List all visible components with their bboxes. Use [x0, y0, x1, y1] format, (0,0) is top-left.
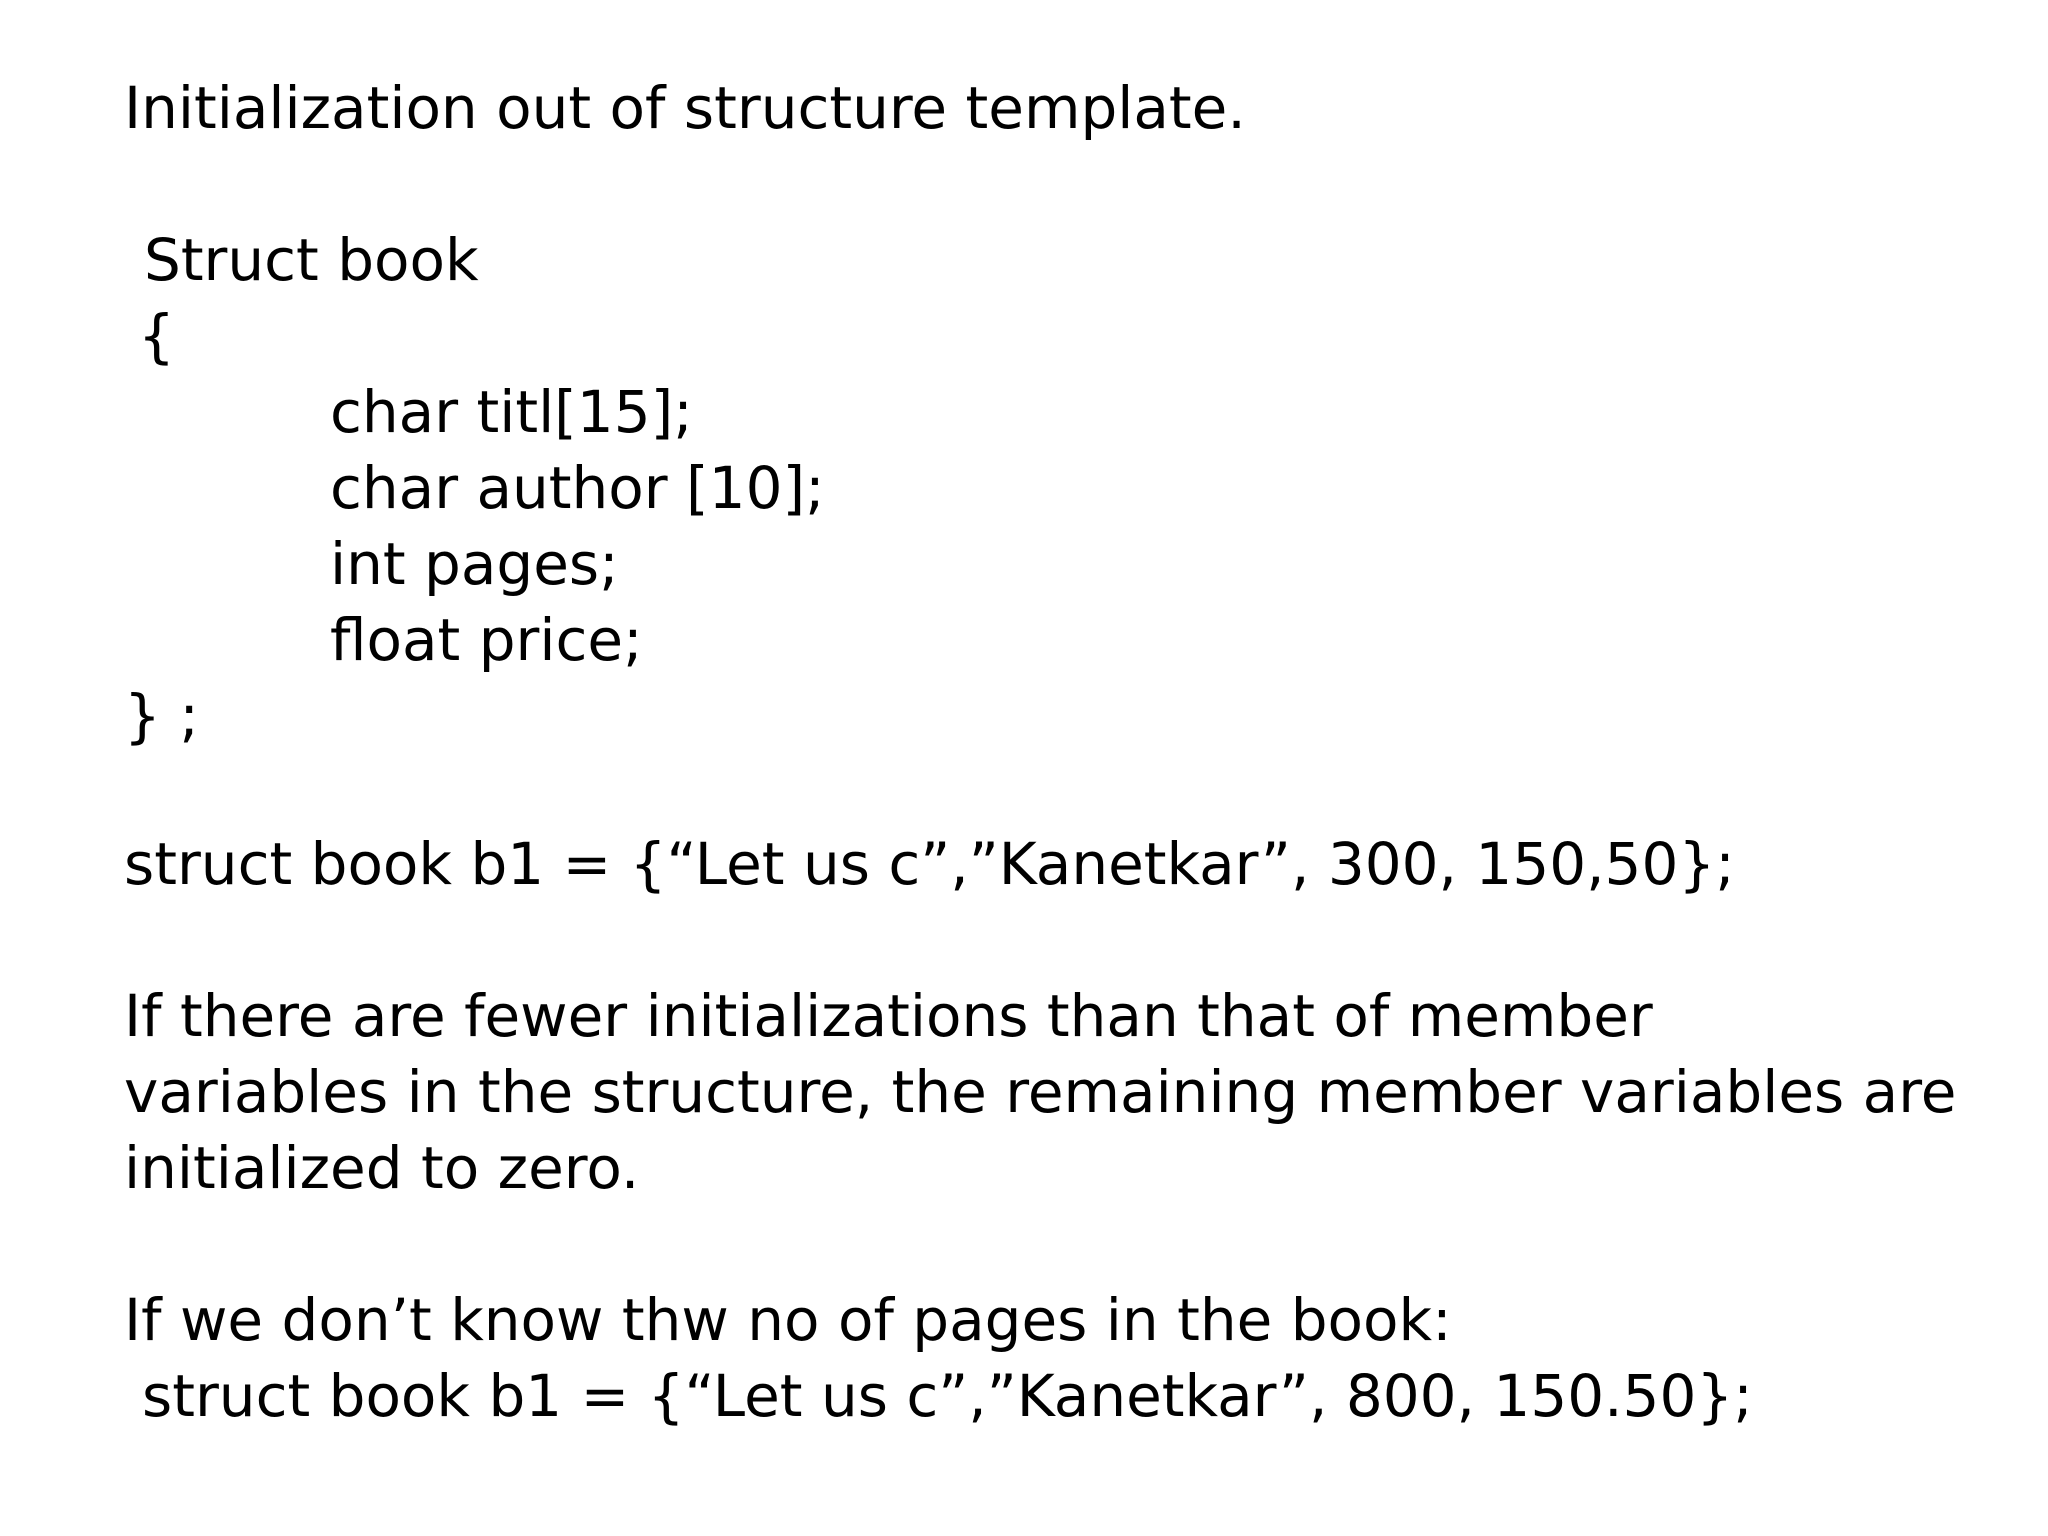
struct-field-price: float price;	[330, 606, 643, 674]
initialization-example: struct book b1 = {“Let us c”,”Kanetkar”, 300, 150,50};	[124, 830, 1735, 898]
open-brace: {	[138, 302, 175, 370]
slide-heading: Initialization out of structure template.	[124, 74, 1246, 142]
close-brace: } ;	[124, 682, 199, 750]
initialization-example-2: struct book b1 = {“Let us c”,”Kanetkar”, 800, 150.50};	[142, 1362, 1753, 1430]
explanation-line: If there are fewer initializations than that of member	[124, 982, 1653, 1050]
struct-declaration: Struct book	[144, 226, 479, 294]
question-line: If we don’t know thw no of pages in the book:	[124, 1286, 1452, 1354]
explanation-line: initialized to zero.	[124, 1134, 640, 1202]
explanation-line: variables in the structure, the remaining member variables are	[124, 1058, 1957, 1126]
struct-field-author: char author [10];	[330, 454, 825, 522]
struct-field-pages: int pages;	[330, 530, 619, 598]
struct-field-title: char titl[15];	[330, 378, 693, 446]
